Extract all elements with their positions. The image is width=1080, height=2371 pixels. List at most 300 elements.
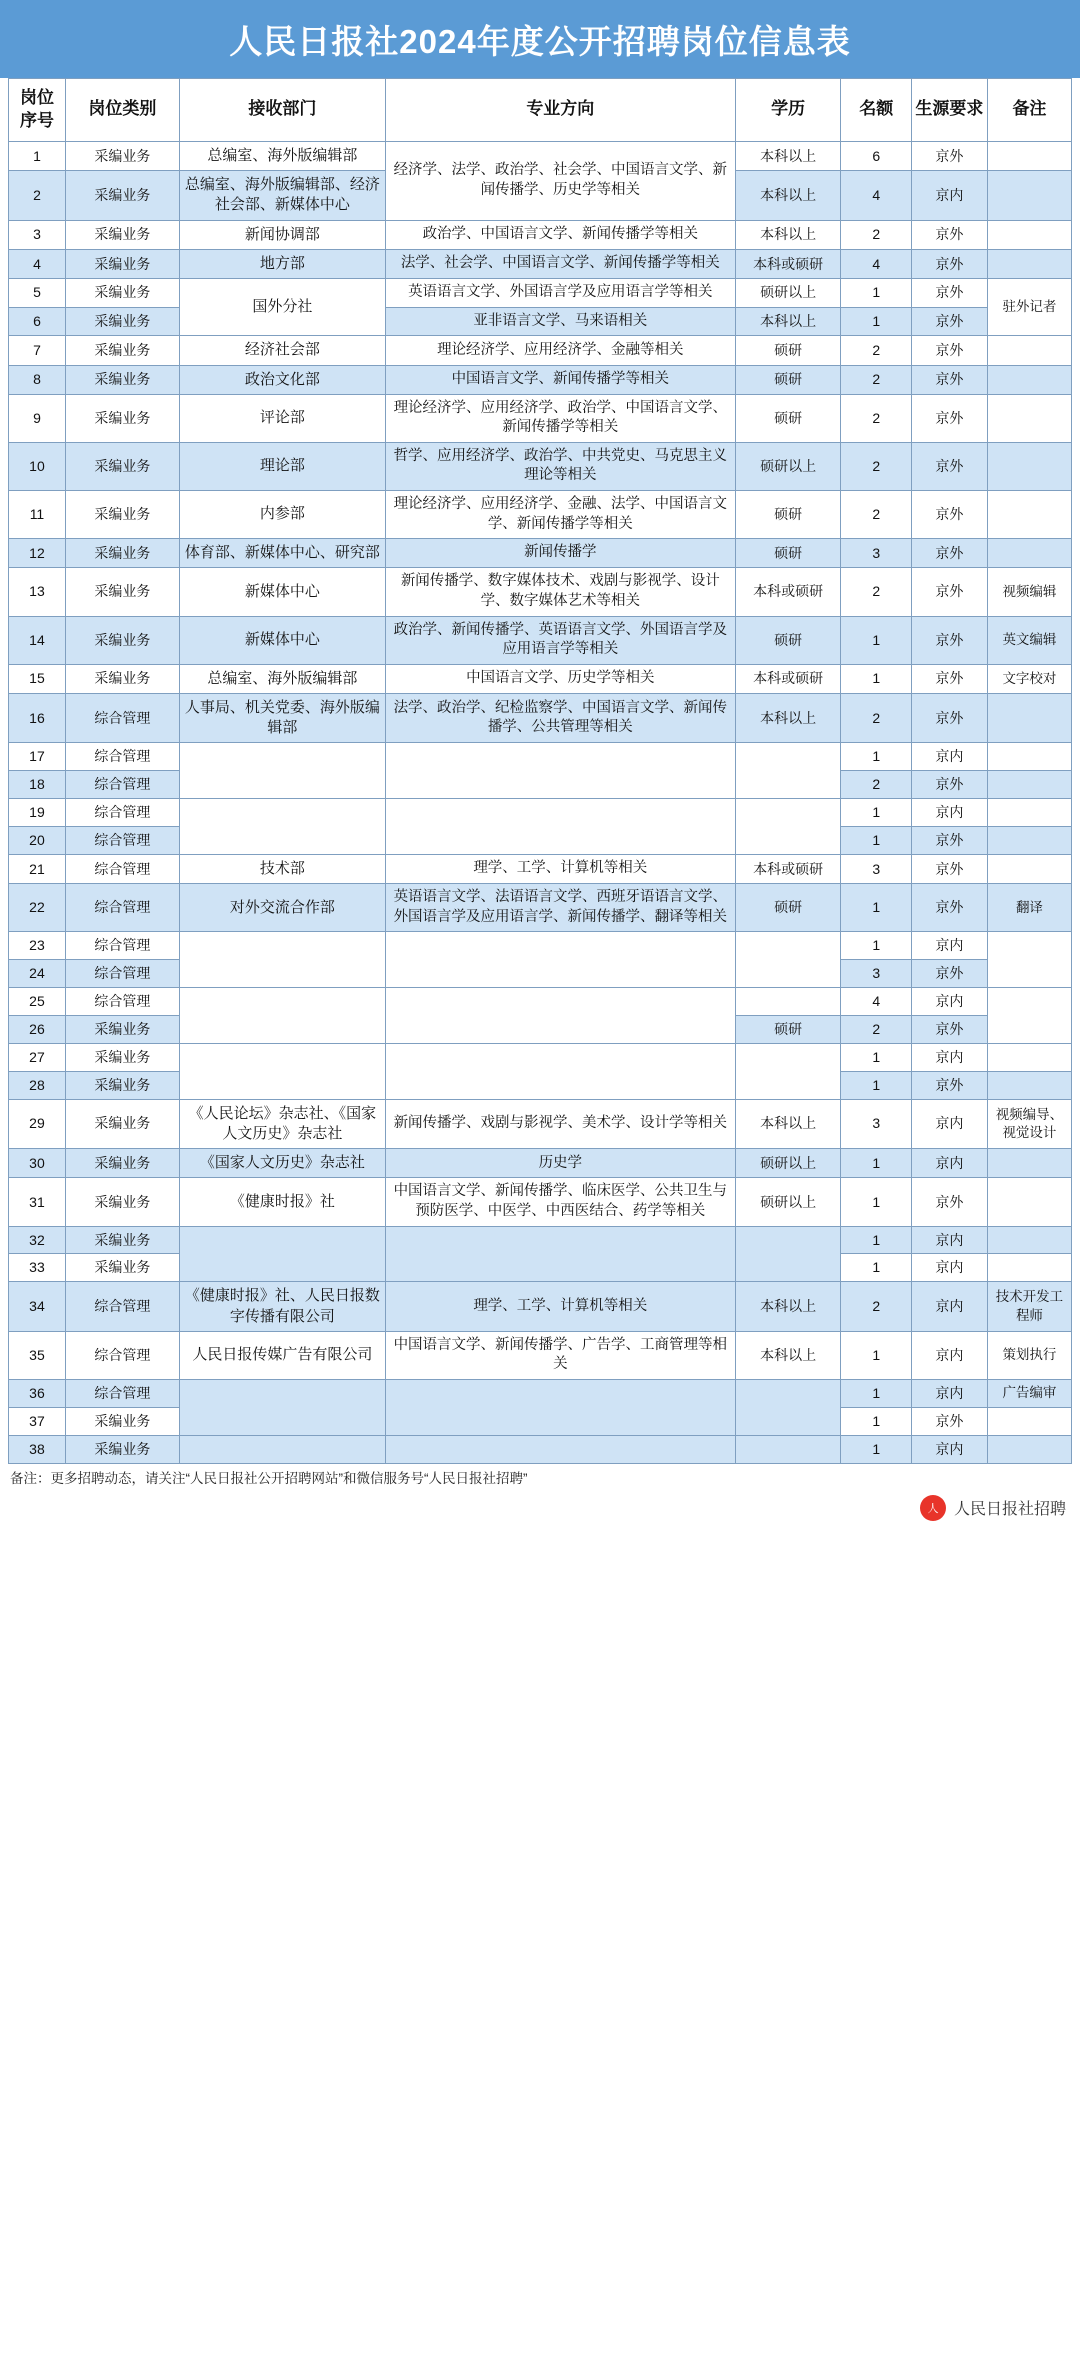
cell-remark: 驻外记者 [987,279,1071,336]
cell-major: 理学、工学、计算机等相关 [385,1282,735,1332]
table-row [9,743,1072,771]
cell-category: 综合管理 [65,799,179,827]
cell-source: 京外 [911,365,987,394]
cell-category: 综合管理 [65,771,179,799]
cell-source: 京内 [911,1282,987,1332]
cell-quota: 1 [841,827,912,855]
cell-education [735,1379,841,1435]
cell-source: 京外 [911,854,987,883]
cell-education: 本科以上 [735,220,841,249]
cell-source: 京内 [911,1379,987,1407]
table-row [9,1149,1072,1178]
cell-education: 本科以上 [735,171,841,221]
cell-job-no: 3 [9,220,66,249]
cell-category: 采编业务 [65,394,179,442]
cell-major [385,1435,735,1463]
cell-job-no: 10 [9,442,66,490]
table-row [9,884,1072,932]
cell-education: 本科或硕研 [735,664,841,693]
cell-major: 经济学、法学、政治学、社会学、中国语言文学、新闻传播学、历史学等相关 [385,141,735,220]
cell-job-no: 1 [9,141,66,170]
cell-job-no: 5 [9,279,66,308]
col-header-category: 岗位类别 [65,79,179,142]
table-row [9,249,1072,278]
cell-department: 人事局、机关党委、海外版编辑部 [179,693,385,743]
cell-job-no: 9 [9,394,66,442]
footer-note: 备注：更多招聘动态，请关注“人民日报社公开招聘网站”和微信服务号“人民日报社招聘” [10,1470,528,1486]
cell-education: 本科以上 [735,1282,841,1332]
cell-quota: 1 [841,1178,912,1226]
cell-education: 本科或硕研 [735,854,841,883]
cell-job-no: 19 [9,799,66,827]
cell-department [179,743,385,799]
cell-source: 京外 [911,664,987,693]
cell-job-no: 23 [9,932,66,960]
table-row [9,568,1072,616]
cell-source: 京外 [911,220,987,249]
cell-education: 硕研以上 [735,279,841,308]
cell-category: 采编业务 [65,1071,179,1099]
table-header-row [9,79,1072,142]
cell-job-no: 25 [9,988,66,1016]
cell-education [735,799,841,855]
cell-department: 新闻协调部 [179,220,385,249]
cell-source: 京外 [911,394,987,442]
table-row [9,307,1072,336]
cell-category: 综合管理 [65,932,179,960]
table-header [9,79,1072,142]
cell-quota: 2 [841,771,912,799]
cell-remark [987,1043,1071,1071]
cell-quota: 3 [841,539,912,568]
cell-remark [987,491,1071,539]
cell-quota: 1 [841,743,912,771]
cell-remark [987,1254,1071,1282]
cell-category: 综合管理 [65,743,179,771]
cell-quota: 2 [841,220,912,249]
cell-source: 京内 [911,1435,987,1463]
cell-major: 法学、政治学、纪检监察学、中国语言文学、新闻传播学、公共管理等相关 [385,693,735,743]
cell-remark: 技术开发工程师 [987,1282,1071,1332]
col-header-quota: 名额 [841,79,912,142]
cell-category: 采编业务 [65,1099,179,1149]
cell-quota: 1 [841,932,912,960]
cell-remark [987,394,1071,442]
cell-category: 采编业务 [65,1015,179,1043]
cell-source: 京外 [911,1178,987,1226]
cell-remark [987,771,1071,799]
cell-quota: 2 [841,394,912,442]
table-row [9,1282,1072,1332]
cell-quota: 1 [841,799,912,827]
cell-department: 对外交流合作部 [179,884,385,932]
brand-bar [0,1493,1080,1531]
cell-quota: 3 [841,1099,912,1149]
cell-category: 采编业务 [65,1254,179,1282]
cell-source: 京内 [911,1226,987,1254]
cell-category: 综合管理 [65,827,179,855]
cell-category: 综合管理 [65,1379,179,1407]
cell-job-no: 32 [9,1226,66,1254]
col-header-remark: 备注 [987,79,1071,142]
cell-category: 采编业务 [65,491,179,539]
cell-education: 硕研 [735,884,841,932]
cell-education [735,1043,841,1099]
cell-major: 新闻传播学、数字媒体技术、戏剧与影视学、设计学、数字媒体艺术等相关 [385,568,735,616]
cell-source: 京内 [911,799,987,827]
cell-education: 硕研以上 [735,1149,841,1178]
cell-job-no: 37 [9,1407,66,1435]
cell-job-no: 27 [9,1043,66,1071]
cell-quota: 1 [841,1226,912,1254]
table-body [9,141,1072,1463]
cell-education [735,1226,841,1282]
cell-department: 国外分社 [179,279,385,336]
cell-quota: 2 [841,568,912,616]
cell-quota: 1 [841,1407,912,1435]
cell-education: 硕研 [735,365,841,394]
recruitment-table-container [0,78,1080,1464]
col-header-source: 生源要求 [911,79,987,142]
table-row [9,336,1072,365]
cell-department: 技术部 [179,854,385,883]
cell-job-no: 35 [9,1331,66,1379]
cell-quota: 1 [841,1071,912,1099]
cell-department: 体育部、新媒体中心、研究部 [179,539,385,568]
table-row [9,539,1072,568]
cell-major: 中国语言文学、历史学等相关 [385,664,735,693]
cell-quota: 2 [841,365,912,394]
cell-remark [987,442,1071,490]
cell-education: 本科以上 [735,1331,841,1379]
cell-quota: 1 [841,664,912,693]
cell-department [179,1435,385,1463]
cell-category: 采编业务 [65,664,179,693]
cell-job-no: 36 [9,1379,66,1407]
cell-remark [987,365,1071,394]
cell-department [179,988,385,1044]
cell-job-no: 29 [9,1099,66,1149]
cell-job-no: 15 [9,664,66,693]
svg-text:人: 人 [927,1502,939,1515]
cell-remark: 广告编审 [987,1379,1071,1407]
cell-remark [987,249,1071,278]
cell-remark [987,336,1071,365]
table-row [9,988,1072,1016]
cell-major: 英语语言文学、法语语言文学、西班牙语语言文学、外国语言学及应用语言学、新闻传播学、翻译等相关 [385,884,735,932]
cell-job-no: 31 [9,1178,66,1226]
cell-education [735,1435,841,1463]
cell-remark [987,1435,1071,1463]
cell-major: 法学、社会学、中国语言文学、新闻传播学等相关 [385,249,735,278]
cell-source: 京外 [911,442,987,490]
cell-education: 本科或硕研 [735,568,841,616]
cell-category: 综合管理 [65,988,179,1016]
cell-major: 中国语言文学、新闻传播学等相关 [385,365,735,394]
cell-job-no: 8 [9,365,66,394]
cell-education: 本科以上 [735,1099,841,1149]
cell-department: 人民日报传媒广告有限公司 [179,1331,385,1379]
cell-remark [987,799,1071,827]
cell-job-no: 22 [9,884,66,932]
cell-department: 地方部 [179,249,385,278]
cell-quota: 1 [841,307,912,336]
cell-quota: 1 [841,1331,912,1379]
cell-job-no: 18 [9,771,66,799]
table-row [9,141,1072,170]
brand-label: 人民日报社招聘 [953,1501,1066,1518]
cell-department: 总编室、海外版编辑部 [179,664,385,693]
cell-source: 京外 [911,568,987,616]
cell-category: 采编业务 [65,141,179,170]
cell-quota: 1 [841,884,912,932]
table-row [9,799,1072,827]
cell-department [179,932,385,988]
cell-education: 硕研 [735,336,841,365]
cell-quota: 1 [841,279,912,308]
cell-job-no: 17 [9,743,66,771]
cell-source: 京内 [911,171,987,221]
cell-major [385,932,735,988]
cell-quota: 2 [841,1282,912,1332]
cell-category: 采编业务 [65,307,179,336]
cell-source: 京外 [911,141,987,170]
col-header-no: 岗位序号 [9,79,66,142]
cell-major: 政治学、中国语言文学、新闻传播学等相关 [385,220,735,249]
cell-major [385,799,735,855]
cell-major: 新闻传播学 [385,539,735,568]
cell-department: 《健康时报》社、人民日报数字传播有限公司 [179,1282,385,1332]
cell-category: 综合管理 [65,693,179,743]
cell-quota: 1 [841,1254,912,1282]
table-row [9,1379,1072,1407]
cell-remark: 视频编辑 [987,568,1071,616]
cell-category: 采编业务 [65,171,179,221]
cell-category: 综合管理 [65,1331,179,1379]
cell-education [735,743,841,799]
cell-category: 采编业务 [65,365,179,394]
cell-education [735,932,841,988]
cell-education: 本科以上 [735,693,841,743]
cell-job-no: 20 [9,827,66,855]
cell-category: 综合管理 [65,1282,179,1332]
cell-quota: 2 [841,1015,912,1043]
cell-quota: 6 [841,141,912,170]
cell-remark [987,1226,1071,1254]
cell-source: 京外 [911,279,987,308]
cell-job-no: 34 [9,1282,66,1332]
cell-department: 总编室、海外版编辑部 [179,141,385,170]
cell-major: 英语语言文学、外国语言学及应用语言学等相关 [385,279,735,308]
cell-job-no: 24 [9,960,66,988]
col-header-education: 学历 [735,79,841,142]
cell-remark [987,220,1071,249]
cell-category: 采编业务 [65,442,179,490]
cell-education: 硕研 [735,394,841,442]
cell-source: 京外 [911,884,987,932]
cell-source: 京外 [911,307,987,336]
cell-quota: 4 [841,988,912,1016]
cell-category: 采编业务 [65,336,179,365]
col-header-major: 专业方向 [385,79,735,142]
cell-job-no: 2 [9,171,66,221]
cell-source: 京内 [911,743,987,771]
cell-job-no: 6 [9,307,66,336]
cell-education: 本科以上 [735,307,841,336]
cell-source: 京外 [911,336,987,365]
cell-education: 本科以上 [735,141,841,170]
cell-major: 理论经济学、应用经济学、政治学、中国语言文学、新闻传播学等相关 [385,394,735,442]
cell-source: 京内 [911,1149,987,1178]
cell-major: 历史学 [385,1149,735,1178]
table-row [9,394,1072,442]
cell-source: 京外 [911,693,987,743]
table-row [9,442,1072,490]
table-row [9,491,1072,539]
cell-job-no: 16 [9,693,66,743]
cell-remark [987,988,1071,1044]
cell-quota: 1 [841,1379,912,1407]
cell-remark [987,539,1071,568]
table-row [9,616,1072,664]
cell-department: 《健康时报》社 [179,1178,385,1226]
cell-education: 硕研 [735,539,841,568]
cell-job-no: 30 [9,1149,66,1178]
cell-major: 哲学、应用经济学、政治学、中共党史、马克思主义理论等相关 [385,442,735,490]
cell-category: 综合管理 [65,960,179,988]
cell-category: 采编业务 [65,1407,179,1435]
cell-category: 采编业务 [65,539,179,568]
cell-job-no: 38 [9,1435,66,1463]
cell-department: 政治文化部 [179,365,385,394]
cell-department: 总编室、海外版编辑部、经济社会部、新媒体中心 [179,171,385,221]
cell-major: 政治学、新闻传播学、英语语言文学、外国语言学及应用语言学等相关 [385,616,735,664]
table-row [9,1226,1072,1254]
cell-department: 新媒体中心 [179,616,385,664]
cell-department [179,799,385,855]
cell-remark [987,1071,1071,1099]
cell-category: 采编业务 [65,1226,179,1254]
cell-category: 采编业务 [65,1435,179,1463]
table-row [9,1435,1072,1463]
cell-remark [987,141,1071,170]
cell-remark: 文字校对 [987,664,1071,693]
cell-source: 京内 [911,1254,987,1282]
cell-source: 京内 [911,988,987,1016]
cell-department: 经济社会部 [179,336,385,365]
cell-category: 综合管理 [65,884,179,932]
cell-department: 评论部 [179,394,385,442]
cell-education: 本科或硕研 [735,249,841,278]
table-row [9,220,1072,249]
cell-source: 京外 [911,960,987,988]
cell-remark: 策划执行 [987,1331,1071,1379]
cell-department: 内参部 [179,491,385,539]
cell-quota: 2 [841,491,912,539]
recruitment-table [8,78,1072,1464]
cell-job-no: 21 [9,854,66,883]
cell-major [385,988,735,1044]
cell-major: 中国语言文学、新闻传播学、临床医学、公共卫生与预防医学、中医学、中西医结合、药学等相关 [385,1178,735,1226]
table-row [9,693,1072,743]
table-row [9,854,1072,883]
cell-job-no: 13 [9,568,66,616]
cell-education: 硕研 [735,491,841,539]
table-row [9,1331,1072,1379]
cell-job-no: 4 [9,249,66,278]
cell-job-no: 7 [9,336,66,365]
cell-category: 采编业务 [65,1149,179,1178]
cell-category: 采编业务 [65,1043,179,1071]
cell-source: 京外 [911,491,987,539]
cell-source: 京内 [911,1099,987,1149]
table-row [9,1043,1072,1071]
cell-quota: 2 [841,336,912,365]
col-header-department: 接收部门 [179,79,385,142]
cell-major [385,1379,735,1435]
cell-department: 《人民论坛》杂志社、《国家人文历史》杂志社 [179,1099,385,1149]
table-row [9,279,1072,308]
cell-remark [987,1178,1071,1226]
cell-remark [987,854,1071,883]
cell-quota: 4 [841,171,912,221]
cell-source: 京外 [911,1071,987,1099]
cell-major: 中国语言文学、新闻传播学、广告学、工商管理等相关 [385,1331,735,1379]
cell-major: 亚非语言文学、马来语相关 [385,307,735,336]
cell-major [385,743,735,799]
cell-job-no: 12 [9,539,66,568]
cell-quota: 4 [841,249,912,278]
cell-education: 硕研以上 [735,442,841,490]
cell-source: 京外 [911,616,987,664]
cell-job-no: 11 [9,491,66,539]
cell-department [179,1043,385,1099]
cell-source: 京外 [911,539,987,568]
cell-remark [987,693,1071,743]
table-row [9,1099,1072,1149]
cell-remark [987,932,1071,988]
cell-quota: 1 [841,1043,912,1071]
cell-source: 京外 [911,771,987,799]
cell-category: 采编业务 [65,616,179,664]
cell-category: 采编业务 [65,1178,179,1226]
cell-quota: 1 [841,1149,912,1178]
cell-source: 京内 [911,1043,987,1071]
cell-category: 采编业务 [65,249,179,278]
cell-remark [987,171,1071,221]
cell-remark: 视频编导、视觉设计 [987,1099,1071,1149]
cell-source: 京内 [911,1331,987,1379]
cell-education: 硕研 [735,1015,841,1043]
cell-source: 京外 [911,249,987,278]
cell-major [385,1226,735,1282]
cell-category: 采编业务 [65,279,179,308]
cell-department [179,1379,385,1435]
cell-source: 京外 [911,1407,987,1435]
cell-education: 硕研以上 [735,1178,841,1226]
cell-category: 采编业务 [65,220,179,249]
cell-department: 《国家人文历史》杂志社 [179,1149,385,1178]
cell-quota: 3 [841,960,912,988]
cell-remark [987,743,1071,771]
cell-major [385,1043,735,1099]
cell-major: 新闻传播学、戏剧与影视学、美术学、设计学等相关 [385,1099,735,1149]
table-row [9,1178,1072,1226]
cell-department: 新媒体中心 [179,568,385,616]
cell-category: 采编业务 [65,568,179,616]
cell-remark: 翻译 [987,884,1071,932]
cell-remark [987,827,1071,855]
